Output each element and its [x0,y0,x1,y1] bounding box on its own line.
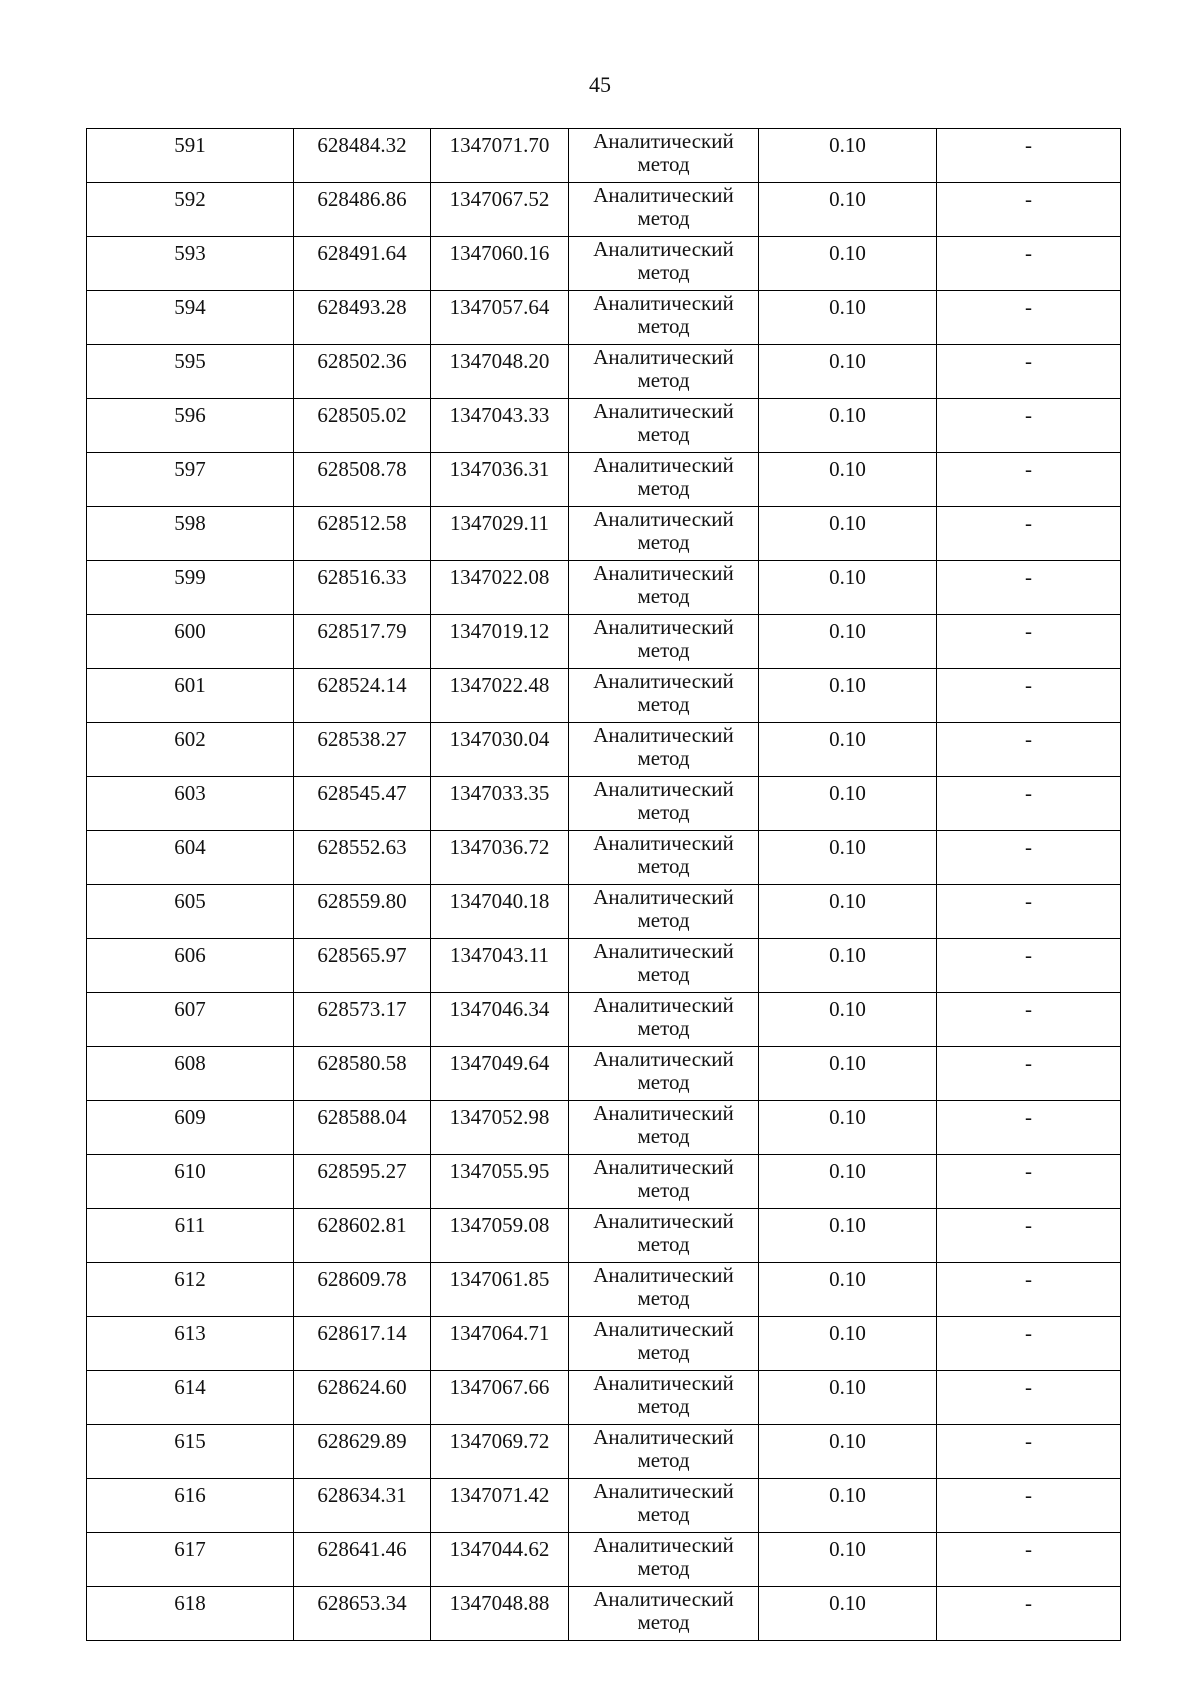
method-line: Аналитический [593,507,734,531]
table-row [87,453,1121,507]
note-cell: - [937,291,1121,345]
accuracy-cell: 0.10 [759,885,937,939]
method-cell [569,237,759,291]
method-cell [569,1425,759,1479]
y-coordinate-cell: 1347067.52 [431,183,569,237]
accuracy-cell: 0.10 [759,1533,937,1587]
method-line: метод [637,260,690,284]
method-cell [569,831,759,885]
method-line: метод [637,854,690,878]
y-coordinate-cell: 1347071.42 [431,1479,569,1533]
table-row [87,237,1121,291]
method-cell [569,1479,759,1533]
x-coordinate-cell: 628516.33 [294,561,431,615]
accuracy-cell: 0.10 [759,183,937,237]
table-row [87,885,1121,939]
y-coordinate-cell: 1347036.72 [431,831,569,885]
method-line: Аналитический [593,777,734,801]
y-coordinate-cell: 1347019.12 [431,615,569,669]
table-row [87,1317,1121,1371]
method-line: Аналитический [593,453,734,477]
point-number-cell: 617 [87,1533,294,1587]
x-coordinate-cell: 628512.58 [294,507,431,561]
note-cell: - [937,561,1121,615]
point-number-cell: 591 [87,129,294,183]
y-coordinate-cell: 1347022.08 [431,561,569,615]
method-cell [569,1101,759,1155]
x-coordinate-cell: 628484.32 [294,129,431,183]
accuracy-cell: 0.10 [759,723,937,777]
method-line: метод [637,1394,690,1418]
point-number-cell: 603 [87,777,294,831]
method-line: Аналитический [593,723,734,747]
method-line: метод [637,1232,690,1256]
method-cell [569,453,759,507]
note-cell: - [937,1425,1121,1479]
table-row [87,129,1121,183]
method-line: Аналитический [593,885,734,909]
method-line: Аналитический [593,237,734,261]
method-line: Аналитический [593,1047,734,1071]
point-number-cell: 597 [87,453,294,507]
point-number-cell: 607 [87,993,294,1047]
table-row [87,939,1121,993]
point-number-cell: 609 [87,1101,294,1155]
y-coordinate-cell: 1347048.20 [431,345,569,399]
note-cell: - [937,939,1121,993]
point-number-cell: 594 [87,291,294,345]
method-line: метод [637,1502,690,1526]
table-row [87,1209,1121,1263]
method-line: метод [637,422,690,446]
x-coordinate-cell: 628545.47 [294,777,431,831]
table-row [87,777,1121,831]
table-row [87,399,1121,453]
note-cell: - [937,129,1121,183]
x-coordinate-cell: 628538.27 [294,723,431,777]
method-cell [569,1263,759,1317]
method-line: Аналитический [593,399,734,423]
table-row [87,1263,1121,1317]
y-coordinate-cell: 1347029.11 [431,507,569,561]
method-line: Аналитический [593,291,734,315]
note-cell: - [937,1317,1121,1371]
method-cell [569,1209,759,1263]
note-cell: - [937,669,1121,723]
method-line: метод [637,746,690,770]
method-cell [569,129,759,183]
x-coordinate-cell: 628624.60 [294,1371,431,1425]
table-row [87,831,1121,885]
method-line: Аналитический [593,345,734,369]
method-line: метод [637,152,690,176]
method-cell [569,669,759,723]
method-line: метод [637,1448,690,1472]
table-row [87,1155,1121,1209]
table-row [87,1587,1121,1641]
point-number-cell: 604 [87,831,294,885]
method-cell [569,183,759,237]
point-number-cell: 606 [87,939,294,993]
x-coordinate-cell: 628595.27 [294,1155,431,1209]
x-coordinate-cell: 628629.89 [294,1425,431,1479]
y-coordinate-cell: 1347067.66 [431,1371,569,1425]
y-coordinate-cell: 1347040.18 [431,885,569,939]
point-number-cell: 610 [87,1155,294,1209]
x-coordinate-cell: 628565.97 [294,939,431,993]
table-row [87,1533,1121,1587]
x-coordinate-cell: 628641.46 [294,1533,431,1587]
method-line: метод [637,1178,690,1202]
method-cell [569,1155,759,1209]
note-cell: - [937,183,1121,237]
x-coordinate-cell: 628505.02 [294,399,431,453]
table-row [87,1371,1121,1425]
y-coordinate-cell: 1347071.70 [431,129,569,183]
method-cell [569,993,759,1047]
method-line: метод [637,1610,690,1634]
x-coordinate-cell: 628552.63 [294,831,431,885]
accuracy-cell: 0.10 [759,1371,937,1425]
note-cell: - [937,1263,1121,1317]
accuracy-cell: 0.10 [759,669,937,723]
note-cell: - [937,237,1121,291]
table-row [87,723,1121,777]
method-line: Аналитический [593,993,734,1017]
method-line: Аналитический [593,1587,734,1611]
accuracy-cell: 0.10 [759,1425,937,1479]
method-line: метод [637,530,690,554]
table-row [87,291,1121,345]
table-row [87,345,1121,399]
point-number-cell: 612 [87,1263,294,1317]
y-coordinate-cell: 1347043.33 [431,399,569,453]
table-row [87,1425,1121,1479]
accuracy-cell: 0.10 [759,561,937,615]
method-line: метод [637,908,690,932]
method-cell [569,777,759,831]
note-cell: - [937,723,1121,777]
method-line: Аналитический [593,183,734,207]
table-row [87,507,1121,561]
table-row [87,993,1121,1047]
note-cell: - [937,1155,1121,1209]
method-line: Аналитический [593,1425,734,1449]
note-cell: - [937,1101,1121,1155]
x-coordinate-cell: 628559.80 [294,885,431,939]
coordinates-table-body [87,129,1121,1641]
method-line: метод [637,314,690,338]
accuracy-cell: 0.10 [759,291,937,345]
method-line: Аналитический [593,831,734,855]
method-line: метод [637,638,690,662]
method-cell [569,345,759,399]
x-coordinate-cell: 628573.17 [294,993,431,1047]
accuracy-cell: 0.10 [759,1155,937,1209]
x-coordinate-cell: 628588.04 [294,1101,431,1155]
table-row [87,183,1121,237]
note-cell: - [937,993,1121,1047]
table-row [87,615,1121,669]
method-cell [569,561,759,615]
method-line: Аналитический [593,1155,734,1179]
method-cell [569,1317,759,1371]
x-coordinate-cell: 628502.36 [294,345,431,399]
method-cell [569,1533,759,1587]
y-coordinate-cell: 1347057.64 [431,291,569,345]
method-line: метод [637,584,690,608]
page-number: 45 [589,72,611,97]
note-cell: - [937,777,1121,831]
method-cell [569,399,759,453]
table-row [87,561,1121,615]
point-number-cell: 608 [87,1047,294,1101]
method-cell [569,939,759,993]
y-coordinate-cell: 1347043.11 [431,939,569,993]
y-coordinate-cell: 1347060.16 [431,237,569,291]
point-number-cell: 605 [87,885,294,939]
note-cell: - [937,1047,1121,1101]
accuracy-cell: 0.10 [759,129,937,183]
point-number-cell: 613 [87,1317,294,1371]
y-coordinate-cell: 1347048.88 [431,1587,569,1641]
point-number-cell: 611 [87,1209,294,1263]
method-line: метод [637,800,690,824]
point-number-cell: 599 [87,561,294,615]
table-row [87,1101,1121,1155]
accuracy-cell: 0.10 [759,615,937,669]
note-cell: - [937,885,1121,939]
accuracy-cell: 0.10 [759,1317,937,1371]
method-line: Аналитический [593,129,734,153]
accuracy-cell: 0.10 [759,831,937,885]
method-line: Аналитический [593,615,734,639]
x-coordinate-cell: 628508.78 [294,453,431,507]
method-cell [569,1371,759,1425]
x-coordinate-cell: 628609.78 [294,1263,431,1317]
table-row [87,669,1121,723]
accuracy-cell: 0.10 [759,1047,937,1101]
point-number-cell: 595 [87,345,294,399]
method-line: Аналитический [593,1317,734,1341]
x-coordinate-cell: 628653.34 [294,1587,431,1641]
method-line: Аналитический [593,1479,734,1503]
table-row [87,1047,1121,1101]
note-cell: - [937,399,1121,453]
y-coordinate-cell: 1347059.08 [431,1209,569,1263]
method-cell [569,615,759,669]
note-cell: - [937,1479,1121,1533]
x-coordinate-cell: 628491.64 [294,237,431,291]
y-coordinate-cell: 1347055.95 [431,1155,569,1209]
method-line: метод [637,962,690,986]
note-cell: - [937,453,1121,507]
method-line: Аналитический [593,939,734,963]
note-cell: - [937,615,1121,669]
y-coordinate-cell: 1347030.04 [431,723,569,777]
y-coordinate-cell: 1347049.64 [431,1047,569,1101]
coordinates-table [86,128,1121,1641]
method-cell [569,885,759,939]
method-cell [569,723,759,777]
point-number-cell: 593 [87,237,294,291]
point-number-cell: 598 [87,507,294,561]
y-coordinate-cell: 1347064.71 [431,1317,569,1371]
accuracy-cell: 0.10 [759,1209,937,1263]
method-line: Аналитический [593,1263,734,1287]
y-coordinate-cell: 1347052.98 [431,1101,569,1155]
y-coordinate-cell: 1347046.34 [431,993,569,1047]
y-coordinate-cell: 1347036.31 [431,453,569,507]
y-coordinate-cell: 1347069.72 [431,1425,569,1479]
y-coordinate-cell: 1347061.85 [431,1263,569,1317]
accuracy-cell: 0.10 [759,345,937,399]
method-line: Аналитический [593,1101,734,1125]
note-cell: - [937,1533,1121,1587]
point-number-cell: 592 [87,183,294,237]
method-line: метод [637,206,690,230]
method-line: метод [637,368,690,392]
y-coordinate-cell: 1347022.48 [431,669,569,723]
accuracy-cell: 0.10 [759,507,937,561]
accuracy-cell: 0.10 [759,453,937,507]
x-coordinate-cell: 628617.14 [294,1317,431,1371]
point-number-cell: 615 [87,1425,294,1479]
accuracy-cell: 0.10 [759,1587,937,1641]
note-cell: - [937,1587,1121,1641]
method-line: метод [637,1016,690,1040]
method-line: метод [637,1556,690,1580]
method-cell [569,507,759,561]
method-line: метод [637,692,690,716]
x-coordinate-cell: 628517.79 [294,615,431,669]
x-coordinate-cell: 628580.58 [294,1047,431,1101]
method-line: метод [637,1070,690,1094]
method-line: метод [637,476,690,500]
accuracy-cell: 0.10 [759,237,937,291]
method-cell [569,291,759,345]
point-number-cell: 602 [87,723,294,777]
method-line: метод [637,1340,690,1364]
accuracy-cell: 0.10 [759,399,937,453]
method-line: Аналитический [593,561,734,585]
method-line: Аналитический [593,1533,734,1557]
y-coordinate-cell: 1347044.62 [431,1533,569,1587]
table-row [87,1479,1121,1533]
point-number-cell: 600 [87,615,294,669]
x-coordinate-cell: 628493.28 [294,291,431,345]
point-number-cell: 596 [87,399,294,453]
accuracy-cell: 0.10 [759,1101,937,1155]
method-line: Аналитический [593,1209,734,1233]
point-number-cell: 601 [87,669,294,723]
x-coordinate-cell: 628634.31 [294,1479,431,1533]
x-coordinate-cell: 628486.86 [294,183,431,237]
note-cell: - [937,1371,1121,1425]
x-coordinate-cell: 628602.81 [294,1209,431,1263]
method-line: Аналитический [593,669,734,693]
note-cell: - [937,1209,1121,1263]
accuracy-cell: 0.10 [759,1479,937,1533]
accuracy-cell: 0.10 [759,777,937,831]
note-cell: - [937,831,1121,885]
note-cell: - [937,345,1121,399]
accuracy-cell: 0.10 [759,1263,937,1317]
x-coordinate-cell: 628524.14 [294,669,431,723]
point-number-cell: 614 [87,1371,294,1425]
y-coordinate-cell: 1347033.35 [431,777,569,831]
accuracy-cell: 0.10 [759,993,937,1047]
accuracy-cell: 0.10 [759,939,937,993]
method-cell [569,1047,759,1101]
point-number-cell: 616 [87,1479,294,1533]
note-cell: - [937,507,1121,561]
point-number-cell: 618 [87,1587,294,1641]
method-line: Аналитический [593,1371,734,1395]
method-line: метод [637,1124,690,1148]
method-line: метод [637,1286,690,1310]
method-cell [569,1587,759,1641]
